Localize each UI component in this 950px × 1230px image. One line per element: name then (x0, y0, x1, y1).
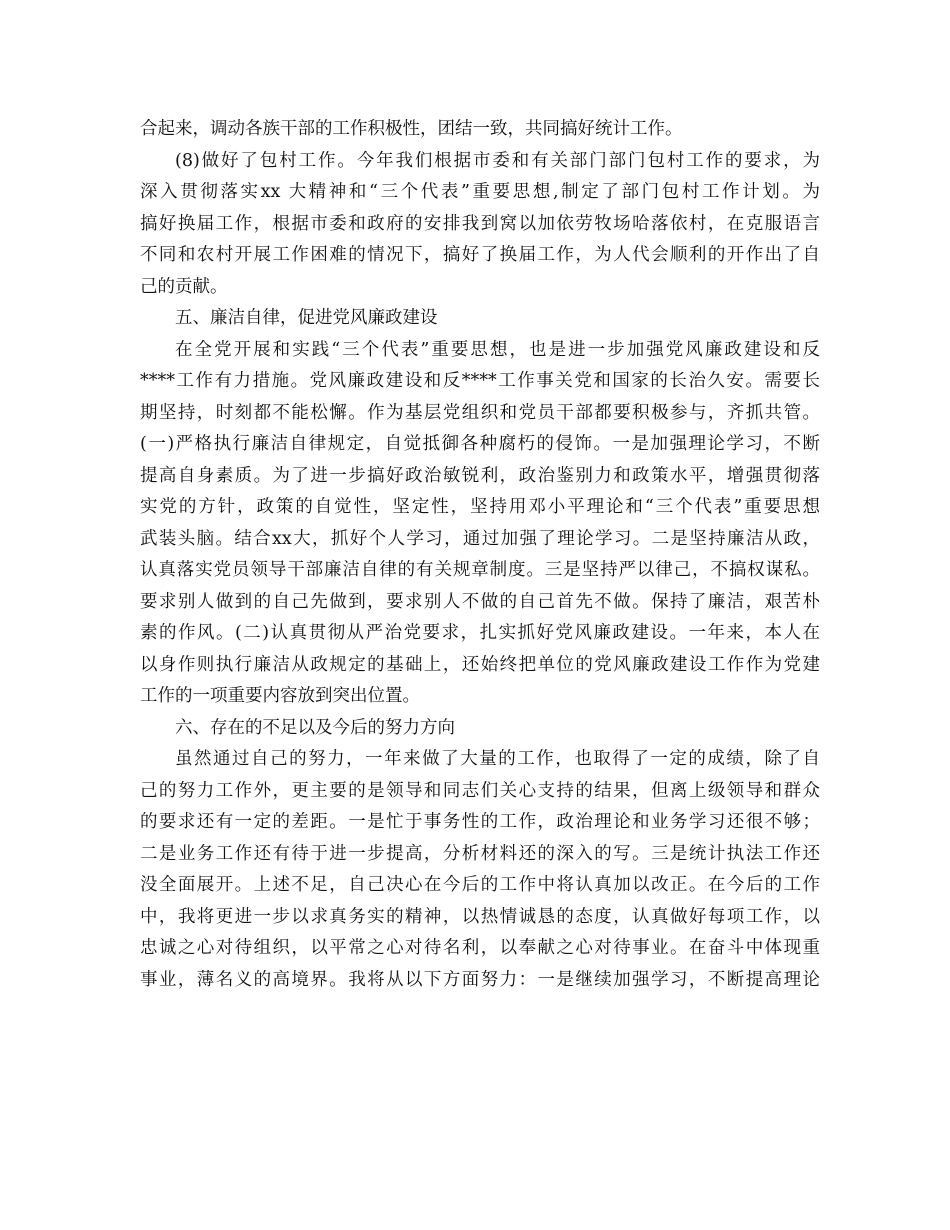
paragraph-line: 虽然通过自己的努力，一年来做了大量的工作，也取得了一定的成绩，除了自 (175, 749, 820, 769)
paragraph-line: 事业，薄名义的高境界。我将从以下方面努力：一是继续加强学习，不断提高理论 (140, 969, 820, 990)
paragraph-line: 搞好换届工作，根据市委和政府的安排我到窝以加依劳牧场哈落依村，在克服语言 (140, 213, 820, 234)
paragraph-line: (8)做好了包村工作。今年我们根据市委和有关部门部门包村工作的要求，为 (175, 150, 820, 171)
section-heading: 六、存在的不足以及今后的努力方向 (175, 717, 455, 738)
paragraph-line: 己的贡献。 (140, 276, 228, 297)
paragraph-line: 不同和农村开展工作困难的情况下，搞好了换届工作，为人代会顺利的开作出了自 (140, 245, 820, 265)
paragraph-line: 没全面展开。上述不足，自己决心在今后的工作中将认真加以改正。在今后的工作 (140, 875, 820, 895)
paragraph-line: 要求别人做到的自己先做到，要求别人不做的自己首先不做。保持了廉洁，艰苦朴 (140, 591, 820, 612)
paragraph-line: ****工作有力措施。党风廉政建设和反****工作事关党和国家的长治久安。需要长 (140, 371, 820, 391)
paragraph-line: 以身作则执行廉洁从政规定的基础上，还始终把单位的党风廉政建设工作作为党建 (140, 654, 820, 675)
paragraph-line: 二是业务工作还有待于进一步提高，分析材料还的深入的写。三是统计执法工作还 (140, 843, 820, 864)
paragraph-line: 在全党开展和实践“三个代表”重要思想，也是进一步加强党风廉政建设和反 (175, 339, 820, 360)
paragraph-line: 的要求还有一定的差距。一是忙于事务性的工作，政治理论和业务学习还很不够； (140, 812, 820, 832)
paragraph-line: 期坚持，时刻都不能松懈。作为基层党组织和党员干部都要积极参与，齐抓共管。 (140, 402, 820, 423)
paragraph-line: 工作的一项重要内容放到突出位置。 (140, 686, 420, 706)
paragraph-line: 忠诚之心对待组织，以平常之心对待名利，以奉献之心对待事业。在奋斗中体现重 (140, 938, 820, 958)
paragraph-line: (一)严格执行廉洁自律规定，自觉抵御各种腐朽的侵饰。一是加强理论学习，不断 (140, 434, 820, 454)
paragraph-line: 认真落实党员领导干部廉洁自律的有关规章制度。三是坚持严以律己，不搞权谋私。 (140, 560, 820, 580)
paragraph-line: 实党的方针，政策的自觉性，坚定性，坚持用邓小平理论和“三个代表”重要思想 (140, 497, 820, 517)
paragraph-line: 深入贯彻落实xx 大精神和“三个代表”重要思想,制定了部门包村工作计划。为 (140, 182, 820, 202)
section-heading: 五、廉洁自律，促进党风廉政建设 (175, 308, 438, 328)
paragraph-line: 武装头脑。结合xx大，抓好个人学习，通过加强了理论学习。二是坚持廉洁从政， (140, 528, 820, 549)
paragraph-line: 己的努力工作外，更主要的是领导和同志们关心支持的结果，但离上级领导和群众 (140, 780, 820, 801)
document-body (140, 114, 820, 996)
paragraph-line: 合起来，调动各族干部的工作积极性，团结一致，共同搞好统计工作。 (140, 119, 683, 139)
paragraph-line: 中，我将更进一步以求真务实的精神，以热情诚恳的态度，认真做好每项工作，以 (140, 906, 820, 927)
paragraph-line: 素的作风。(二)认真贯彻从严治党要求，扎实抓好党风廉政建设。一年来，本人在 (140, 623, 820, 643)
paragraph-line: 提高自身素质。为了进一步搞好政治敏锐利，政治鉴别力和政策水平，增强贯彻落 (140, 465, 820, 486)
